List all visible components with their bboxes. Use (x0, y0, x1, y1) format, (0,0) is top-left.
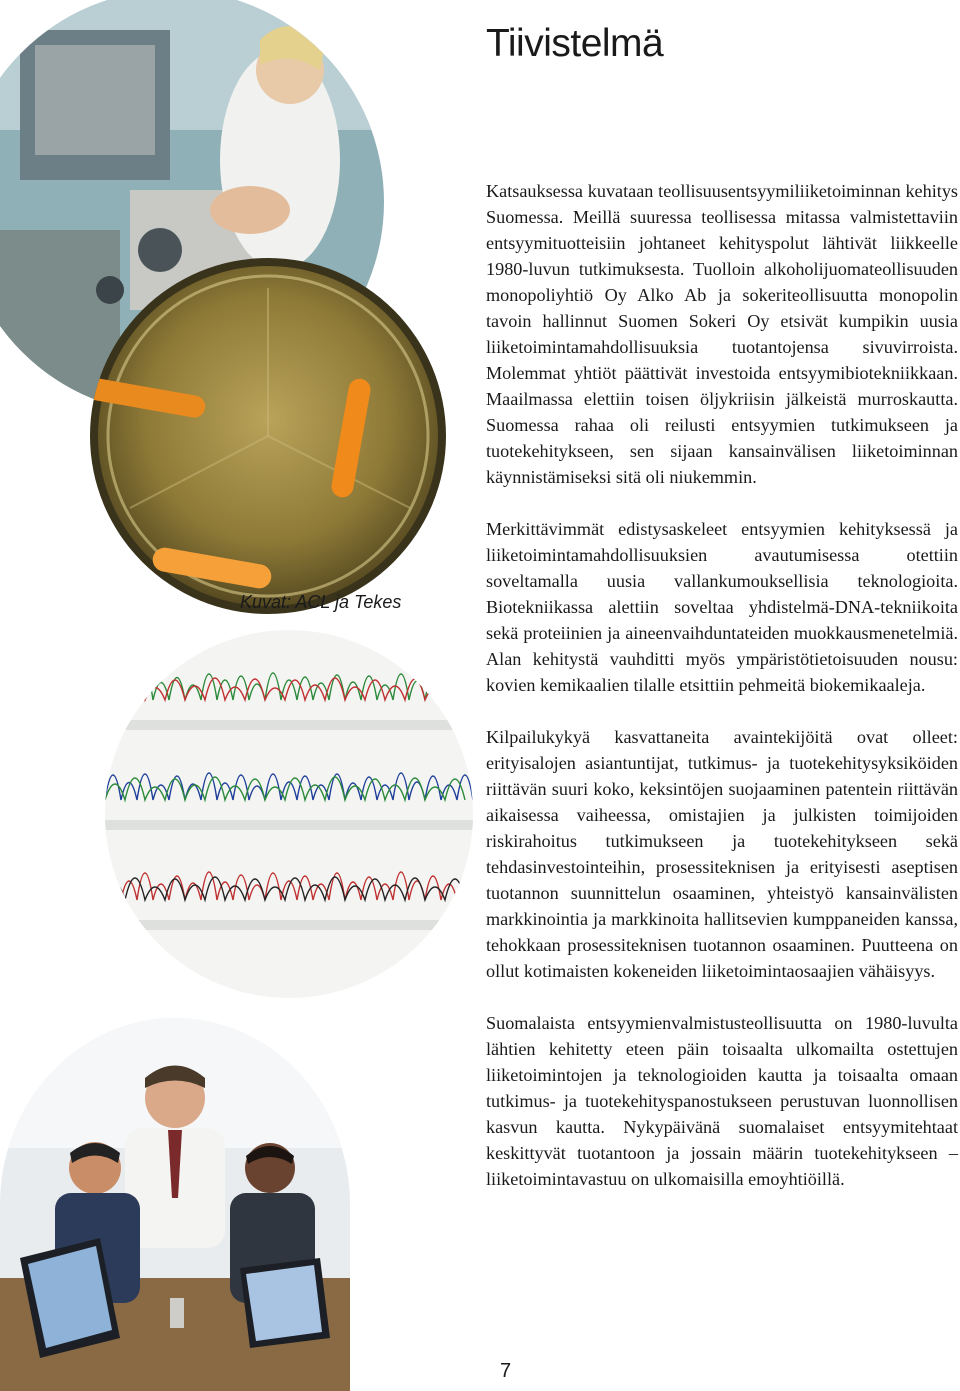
dna-chromatogram-photo (105, 630, 473, 998)
body-text-column (486, 178, 958, 1218)
paragraph-3: Kilpailukykyä kasvattaneita avaintekijöitä ovat olleet: erityisalojen asiantuntijat, tutkimus- ja tuotekehitysyksiköiden riittävän suuri koko, keksintöjen suojaaminen patentein riittävän aikaisessa vaiheessa, omistajien ja julkisten toimijoiden riskirahoitus tutkimukseen ja tuotekehitykseen sekä tehdasinvestointeihin, prosessiteknisen ja erityisesti aseptisen tuotannon suunnittelun osaaminen, yhteistyö kansainvälisten markkinointia ja markkinoita hallitsevien kumppaneiden kanssa, tehokkaan prosessiteknisen tuotannon osaaminen. Puutteena on ollut kotimaisten kokeneiden liiketoimintaosaajien vähäisyys. (486, 727, 958, 981)
petri-dish-photo (90, 258, 446, 614)
team-meeting-photo (0, 1018, 350, 1391)
paragraph-4: Suomalaista entsyymienvalmistusteollisuutta on 1980-luvulta lähtien kehitetty eteen päin toisaalta ulkomailta ostettujen liiketoimintojen ja teknologioiden kautta ja toisaalta omaan tutkimus- ja tuotekehityspanostukseen perustuvan luonnollisen kasvun kautta. Nykypäivänä suomalaiset entsyymitehtaat keskittyvät tuotantoon ja jossain määrin tuotekehitykseen – liiketoimintavastuu on ulkomaisilla emoyhtiöillä. (486, 1013, 958, 1189)
paragraph-1: Katsauksessa kuvataan teollisuusentsyymiliiketoiminnan kehitys Suomessa. Meillä suuressa teollisessa mitassa valmistettaviin entsyymituotteisiin johtaneet kehityspolut lähtivät liikkeelle 1980-luvun tutkimuksesta. Tuolloin alkoholijuomateollisuuden monopoliyhtiö Oy Alko Ab ja sokeriteollisuutta monopolin tavoin hallinnut Suomen Sokeri Oy etsivät kumpikin uusia liiketoimintamahdollisuuksia tuotantojensa sivuvirroista. Molemmat yhtiöt päättivät investoida entsyymibiotekniikkaan. Maailmassa elettiin toisen öljykriisin jälkeistä murroskautta. Suomessa rahaa oli reilusti entsyymien tutkimukseen ja tuotekehitykseen, sen sijaan kansainvälisen liiketoiminnan käynnistämiseksi sitä oli niukemmin. (486, 181, 958, 487)
paragraph-2: Merkittävimmät edistysaskeleet entsyymien kehityksessä ja liiketoimintamahdollisuuksien avautumisessa otettiin soveltamalla uusia vallankumouksellisia teknologioita. Biotekniikassa alettiin soveltaa yhdistelmä-DNA-tekniikoita sekä proteiinien ja aineenvaihduntateiden muokkausmenetelmiä. Alan kehitystä vauhditti myös ympäristötietoisuuden nousu: kovien kemikaalien tilalle etsittiin pehmeitä biokemikaaleja. (486, 519, 958, 695)
page-title: Tiivistelmä (486, 22, 664, 65)
page-number: 7 (500, 1360, 512, 1382)
photo-credit-caption: Kuvat: ACL ja Tekes (240, 592, 402, 612)
